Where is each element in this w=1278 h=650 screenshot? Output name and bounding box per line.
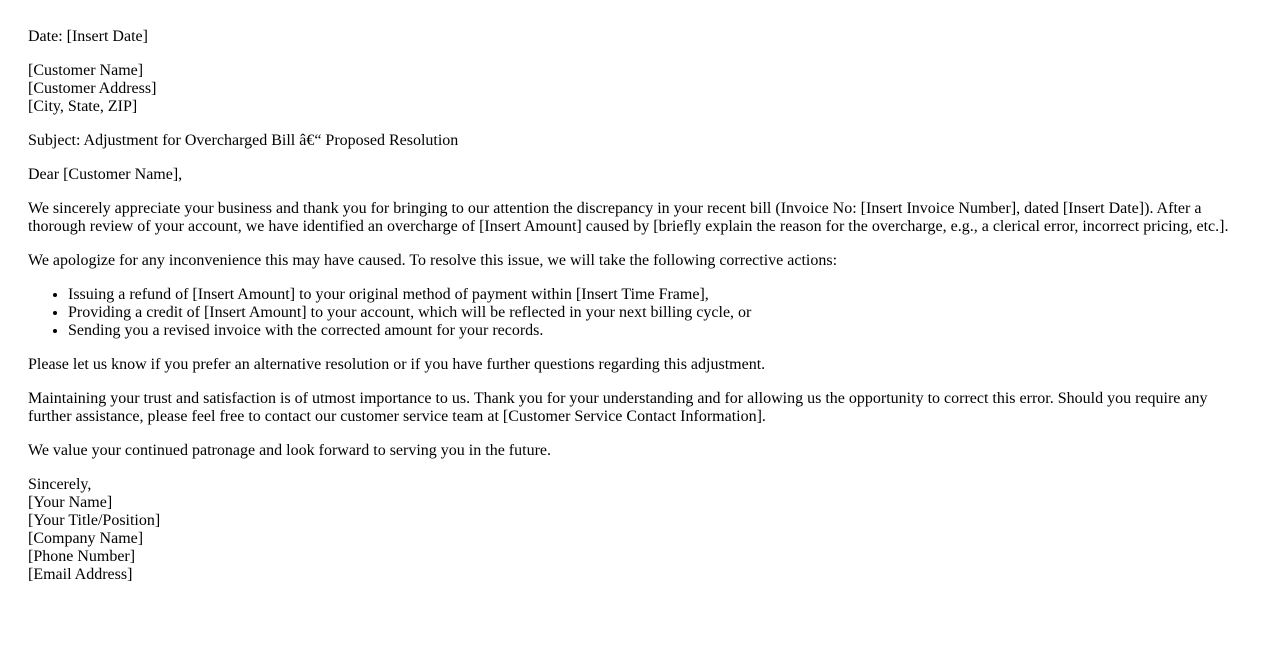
- list-item-refund: • Issuing a refund of [Insert Amount] to your original method of payment within [Insert Time Frame],: [68, 286, 1250, 304]
- paragraph-patronage: We value your continued patronage and look forward to serving you in the future.: [28, 442, 551, 459]
- recipient-address: [Customer Address]: [28, 80, 157, 97]
- signature-company: [Company Name]: [28, 530, 144, 547]
- signature-title: [Your Title/Position]: [28, 512, 161, 529]
- signature-block: [28, 476, 1250, 584]
- paragraph-appreciation: We sincerely appreciate your business and thank you for bringing to our attention the discrepancy in your recent bill (Invoice No: [Insert Invoice Number], dated [Insert Date]). After a thorough review of your account, we have identified an overcharge of [Insert Amount] caused by [briefly explain the reason for the overcharge, e.g., a clerical error, incorrect pricing, etc.].: [28, 200, 1229, 235]
- signature-name: [Your Name]: [28, 494, 113, 511]
- paragraph-alternative-resolution: Please let us know if you prefer an alternative resolution or if you have further questions regarding this adjustment.: [28, 356, 766, 373]
- recipient-name: [Customer Name]: [28, 62, 144, 79]
- recipient-block: [28, 62, 1250, 116]
- signature-email: [Email Address]: [28, 566, 133, 583]
- corrective-actions-list: [28, 286, 1250, 340]
- recipient-city-state-zip: [City, State, ZIP]: [28, 98, 138, 115]
- date-line: Date: [Insert Date]: [28, 28, 148, 45]
- list-item-revised-invoice: • Sending you a revised invoice with the corrected amount for your records.: [68, 322, 1250, 340]
- salutation: Dear [Customer Name],: [28, 166, 183, 183]
- signature-closing: Sincerely,: [28, 476, 92, 493]
- signature-phone: [Phone Number]: [28, 548, 136, 565]
- paragraph-apology: We apologize for any inconvenience this may have caused. To resolve this issue, we will take the following corrective actions:: [28, 252, 838, 269]
- subject-line: Subject: Adjustment for Overcharged Bill â€“ Proposed Resolution: [28, 132, 459, 149]
- paragraph-trust: Maintaining your trust and satisfaction is of utmost importance to us. Thank you for your understanding and for allowing us the opportunity to correct this error. Should you require any further assistance, please feel free to contact our customer service team at [Customer Service Contact Information].: [28, 390, 1208, 425]
- list-item-credit: • Providing a credit of [Insert Amount] to your account, which will be reflected in your next billing cycle, or: [68, 304, 1250, 322]
